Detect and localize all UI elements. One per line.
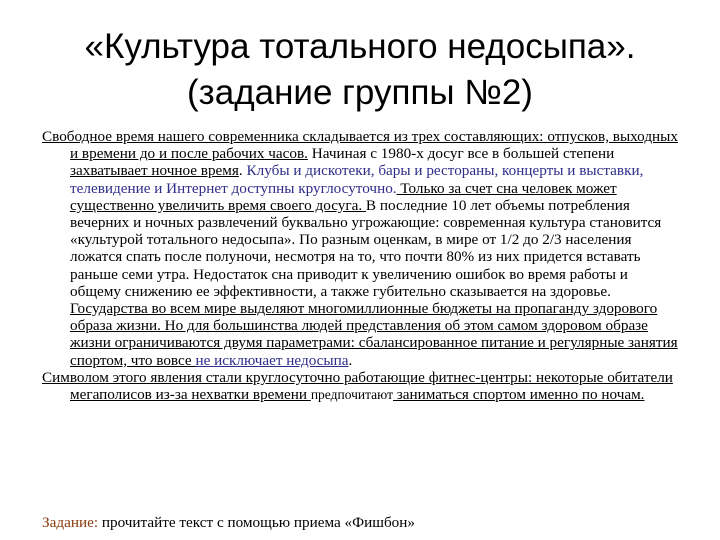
title-line-2: (задание группы №2) xyxy=(187,73,533,112)
punct-period: . xyxy=(238,162,247,180)
sentence-night-sport: заниматься спортом именно по ночам. xyxy=(392,386,645,404)
task-text: прочитайте текст с помощью приема «Фишбон» xyxy=(98,514,415,531)
sentence-clubs: Клубы и дискотеки, бары и рестораны, концерты и выставки, телевидение и Интернет доступны круглосуточно. xyxy=(70,162,644,197)
phrase-night-time: захватывает ночное время xyxy=(70,162,239,180)
phrase-not-exclude-sleep-loss: не исключает недосыпа xyxy=(195,351,349,369)
sentence-governments: Государства во всем мире выделяют многомиллионные бюджеты на пропаганду здорового образа жизни. Но для большинства людей представления об этом самом здоровом образе жизни ограничиваются двумя параметрами: сбалансированное питание и регулярные занятия спортом, что вовсе xyxy=(70,300,678,369)
task-label: Задание: xyxy=(42,514,99,531)
sentence-only-sleep: Только за счет сна человек может существенно увеличить время своего досуга. xyxy=(70,179,617,214)
title-line-1: «Культура тотального недосыпа». xyxy=(84,27,636,66)
sentence-last-10-years: В последние 10 лет объемы потребления вечерних и ночных развлечений буквально угрожающие: современная культура становится «культурой тотального недосыпа». По разным оценкам, в мире от 1/2 до 2/3 населения ложатся спать после полуночи, несмотря на то, что почти 80% из них придется вставать раньше семи утра. Недостаток сна приводит к увеличению ошибок во время работы и общему снижению ее эффективности, а также губительно сказывается на здоровье. xyxy=(70,196,662,300)
paragraph-2 xyxy=(42,369,682,403)
punct-end: . xyxy=(348,351,353,369)
sentence-fitness-symbol: Символом этого явления стали круглосуточно работающие фитнес-центры: некоторые обитатели мегаполисов из-за нехватки времени xyxy=(42,368,673,404)
word-prefer: предпочитают xyxy=(310,387,393,403)
text-body xyxy=(42,128,682,403)
task-line xyxy=(42,514,682,532)
sentence-since-1980: Начиная с 1980-х досуг все в большей степени xyxy=(311,145,615,163)
slide-title xyxy=(20,24,700,116)
sentence-free-time: Свободное время нашего современника складывается из трех составляющих: отпусков, выходных и времени до и после рабочих часов. xyxy=(42,128,678,163)
paragraph-1 xyxy=(42,128,682,369)
